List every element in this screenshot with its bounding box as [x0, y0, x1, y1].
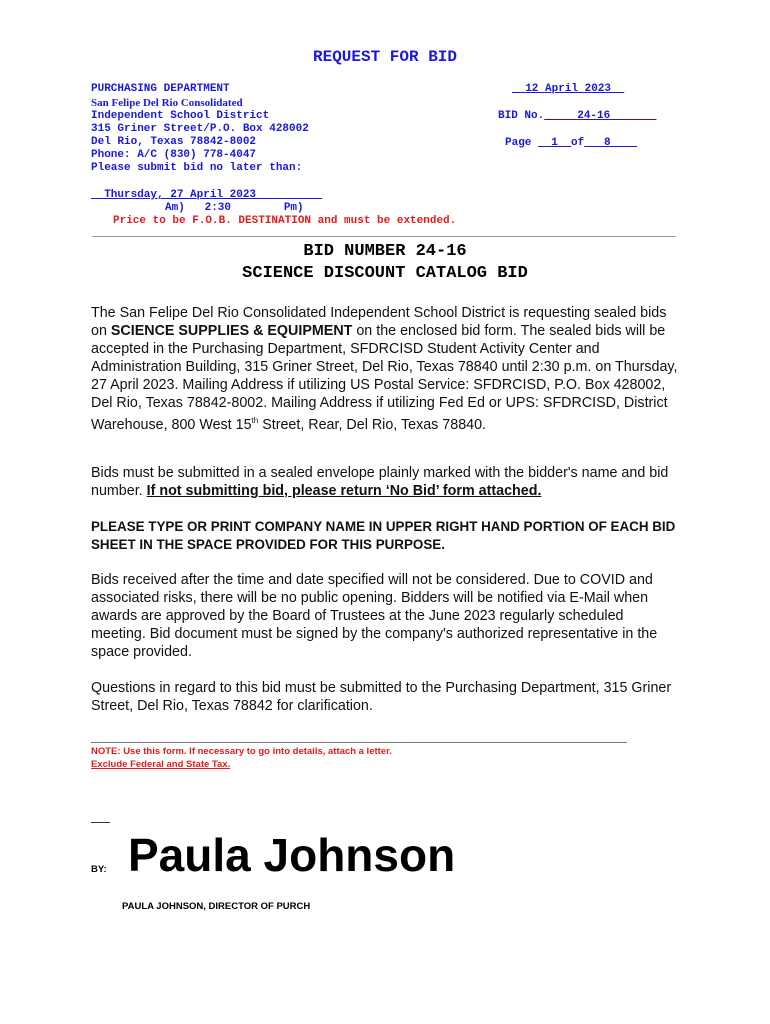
district-name-line2: Independent School District [91, 110, 270, 122]
signature: Paula Johnson [128, 829, 456, 881]
late-bids-paragraph: Bids received after the time and date specified will not be considered. Due to COVID and associated risks, there will be no public opening. Bidders will be notified via E-Mail when awards are approved by the Board of Trustees at the June 2023 regularly scheduled meeting. Bid document must be signed by the company's authorized representative in the space provided. [91, 572, 658, 660]
bid-title-heading: SCIENCE DISCOUNT CATALOG BID [242, 264, 528, 283]
deadline-label: Please submit bid no later than: [91, 162, 303, 174]
note-divider [91, 742, 627, 743]
bid-number-field: BID No. 24-16 [498, 110, 611, 122]
issue-date: 12 April 2023 [525, 83, 612, 95]
signature-dash [91, 822, 110, 823]
bid-number-heading: BID NUMBER 24-16 [303, 242, 467, 261]
note-line1: NOTE: Use this form. If necessary to go into details, attach a letter. [91, 746, 392, 757]
submission-paragraph: Bids must be submitted in a sealed envelope plainly marked with the bidder's name and bid number. If not submitting bid, please return ‘No Bid’ form attached. [91, 465, 669, 499]
note-line2: Exclude Federal and State Tax. [91, 759, 231, 770]
deadline-date: Thursday, 27 April 2023 [104, 189, 257, 201]
signer-name: PAULA JOHNSON, DIRECTOR OF PURCH [122, 901, 311, 912]
intro-paragraph: The San Felipe Del Rio Consolidated Independent School District is requesting sealed bids on SCIENCE SUPPLIES & EQUIPMENT on the enclosed bid form. The sealed bids will be accepted in the Purchasing Department, SFDRCISD Student Activity Center and Administration Building, 315 Griner Street, Del Rio, Texas 78840 until 2:30 p.m. on Thursday, 27 April 2023. Mailing Address if utilizing US Postal Service: SFDRCISD, P.O. Box 428002, Del Rio, Texas 78842-8002. Mailing Address if utilizing Fed Ed or UPS: SFDRCISD, District Warehouse, 800 West 15th Street, Rear, Del Rio, Texas 78840. [91, 305, 678, 433]
address-line1: 315 Griner Street/P.O. Box 428002 [91, 123, 309, 135]
header-divider [92, 236, 676, 237]
page-count-field: Page 1 of 8 [505, 137, 611, 149]
questions-paragraph: Questions in regard to this bid must be submitted to the Purchasing Department, 315 Griner Street, Del Rio, Texas 78842 for clarification. [91, 680, 672, 714]
document-title: REQUEST FOR BID [312, 48, 458, 66]
by-label: BY: [91, 864, 107, 875]
deadline-time: Am) 2:30 Pm) [165, 202, 304, 214]
department-name: PURCHASING DEPARTMENT [91, 83, 230, 95]
phone-number: Phone: A/C (830) 778-4047 [91, 149, 257, 161]
address-line2: Del Rio, Texas 78842-8002 [91, 136, 257, 148]
company-name-instruction: PLEASE TYPE OR PRINT COMPANY NAME IN UPPER RIGHT HAND PORTION OF EACH BID SHEET IN THE SPACE PROVIDED FOR THIS PURPOSE. [91, 519, 676, 552]
fob-notice: Price to be F.O.B. DESTINATION and must be extended. [113, 215, 457, 227]
district-name: San Felipe Del Rio Consolidated [91, 97, 243, 109]
